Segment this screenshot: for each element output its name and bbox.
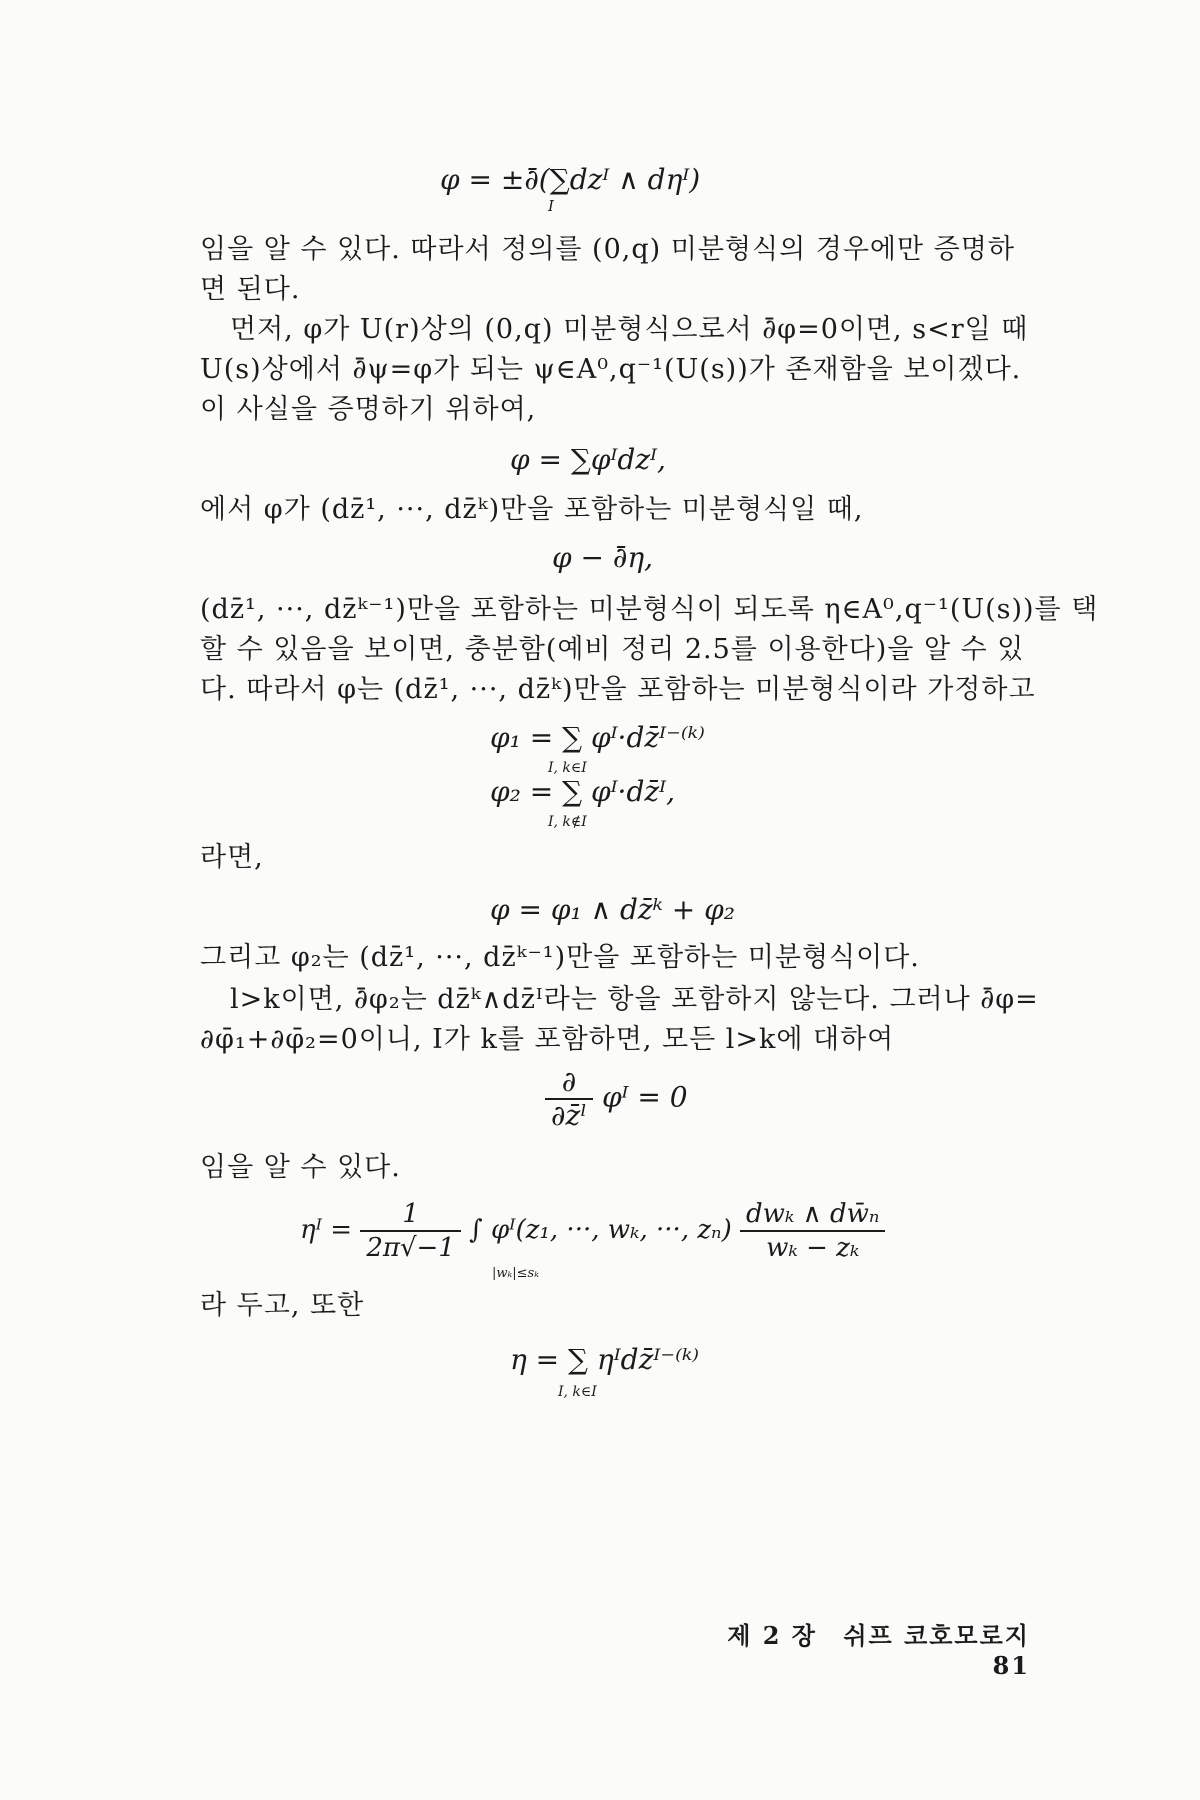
equation-1-text: φ = ±∂̄(∑dzᴵ ∧ dηᴵ)	[440, 163, 701, 196]
equation-7-numerator: ∂	[545, 1066, 593, 1100]
paragraph-4-line-1: (dz̄¹, ···, dz̄ᵏ⁻¹)만을 포함하는 미분형식이 되도록 η∈A⁰,q⁻¹(U(s))를 택	[200, 594, 1099, 625]
paragraph-7-line-2: ∂φ̄₁+∂φ̄₂=0이니, I가 k를 포함하면, 모든 l>k에 대하여	[200, 1024, 895, 1055]
paragraph-5: 라면,	[200, 842, 264, 873]
equation-8-integral-subscript: |wₖ|≤sₖ	[492, 1266, 539, 1281]
paragraph-7-line-1: l>k이면, ∂̄φ₂는 dz̄ᵏ∧dz̄ᴵ라는 항을 포함하지 않는다. 그러나 ∂̄φ=	[230, 984, 1039, 1015]
equation-8-kernel-numerator: dwₖ ∧ dw̄ₙ	[740, 1198, 885, 1232]
equation-8	[300, 1198, 885, 1264]
equation-2: φ = ∑φᴵdzᴵ,	[510, 443, 666, 476]
equation-8-kernel-denominator: wₖ − zₖ	[766, 1233, 860, 1263]
paragraph-9: 라 두고, 또한	[200, 1290, 365, 1321]
page-number: 81	[992, 1651, 1030, 1680]
paragraph-4-line-2: 할 수 있음을 보이면, 충분함(예비 정리 2.5를 이용한다)을 알 수 있	[200, 634, 1025, 665]
equation-8-integrand: ∫ φᴵ(z₁, ···, wₖ, ···, zₙ)	[469, 1215, 732, 1245]
paragraph-1-line-1: 임을 알 수 있다. 따라서 정의를 (0,q) 미분형식의 경우에만 증명하	[200, 234, 1015, 265]
equation-7	[545, 1066, 688, 1132]
equation-8-lhs: ηᴵ =	[300, 1215, 353, 1245]
equation-7-denominator: ∂z̄ˡ	[551, 1099, 588, 1132]
paragraph-2-line-3: 이 사실을 증명하기 위하여,	[200, 394, 537, 425]
equation-9: η = ∑ ηᴵdz̄ᴵ⁻⁽ᵏ⁾	[510, 1343, 700, 1376]
equation-8-coefficient-numerator: 1	[360, 1198, 461, 1232]
equation-7-tail: φᴵ = 0	[601, 1080, 688, 1114]
equation-5-subscript: I, k∉I	[548, 814, 587, 830]
paragraph-2-line-2: U(s)상에서 ∂̄ψ=φ가 되는 ψ∈A⁰,q⁻¹(U(s))가 존재함을 보이겠다.	[200, 354, 1022, 385]
equation-5: φ₂ = ∑ φᴵ·dz̄ᴵ,	[490, 775, 675, 808]
equation-8-fraction-coefficient	[360, 1198, 461, 1264]
paragraph-1-line-2: 면 된다.	[200, 274, 301, 305]
equation-1	[440, 162, 700, 198]
equation-8-coefficient-denominator: 2π√−1	[366, 1233, 455, 1263]
paragraph-8: 임을 알 수 있다.	[200, 1152, 401, 1183]
equation-3: φ − ∂̄η,	[552, 541, 654, 574]
equation-1-subscript: I	[548, 197, 554, 215]
footer-title: 쉬프 코호모로지	[843, 1621, 1030, 1650]
paragraph-6: 그리고 φ₂는 (dz̄¹, ···, dz̄ᵏ⁻¹)만을 포함하는 미분형식이다.	[200, 942, 920, 973]
equation-7-fraction	[545, 1066, 593, 1132]
equation-6: φ = φ₁ ∧ dz̄ᵏ + φ₂	[490, 893, 735, 926]
footer-chapter: 제 2 장	[727, 1621, 817, 1650]
equation-8-fraction-kernel	[740, 1198, 885, 1264]
page-footer	[700, 1616, 1030, 1680]
equation-4-subscript: I, k∈I	[548, 760, 587, 776]
paragraph-2-line-1: 먼저, φ가 U(r)상의 (0,q) 미분형식으로서 ∂̄φ=0이면, s<r일 때	[230, 314, 1029, 345]
paragraph-3: 에서 φ가 (dz̄¹, ···, dz̄ᵏ)만을 포함하는 미분형식일 때,	[200, 494, 864, 525]
equation-4: φ₁ = ∑ φᴵ·dz̄ᴵ⁻⁽ᵏ⁾	[490, 721, 705, 754]
equation-9-subscript: I, k∈I	[558, 1384, 597, 1400]
paragraph-4-line-3: 다. 따라서 φ는 (dz̄¹, ···, dz̄ᵏ)만을 포함하는 미분형식이라 가정하고	[200, 674, 1036, 705]
